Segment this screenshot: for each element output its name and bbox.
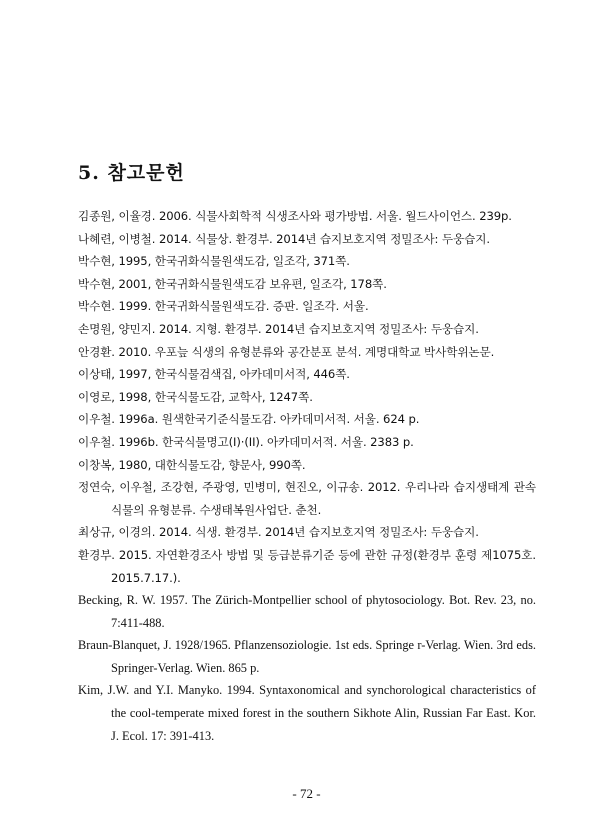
reference-item: 안경환. 2010. 우포늪 식생의 유형분류와 공간분포 분석. 계명대학교 박사학위논문. [78,344,495,359]
reference-item: 환경부. 2015. 자연환경조사 방법 및 등급분류기준 등에 관한 규정(환경부 훈령 제1075호. 2015.7.17.). [78,547,536,585]
reference-item: 정연숙, 이우철, 조강현, 주광영, 민병미, 현진오, 이규송. 2012. 우리나라 습지생태계 관속식물의 유형분류. 수생태복원사업단. 춘천. [78,480,536,517]
reference-item: Kim, J.W. and Y.I. Manyko. 1994. Syntaxonomical and synchorological characteristics of the cool-temperate mixed forest in the southern Sikhote Alin, Russian Far East. Kor. J. Ecol. 17: 391-413. [78,683,536,743]
reference-item: 나혜련, 이병철. 2014. 식물상. 환경부. 2014년 습지보호지역 정밀조사: 두웅습지. [78,231,490,246]
reference-item: 이영로, 1998, 한국식물도감, 교학사, 1247쪽. [78,389,313,404]
reference-item: 박수현, 1995, 한국귀화식물원색도감, 일조각, 371쪽. [78,254,350,269]
reference-list [78,205,536,747]
reference-item: 김종원, 이율경. 2006. 식물사회학적 식생조사와 평가방법. 서울. 월드사이언스. 239p. [78,209,512,223]
reference-item: Becking, R. W. 1957. The Zürich-Montpellier school of phytosociology. Bot. Rev. 23, no. 7:411-488. [78,593,536,630]
reference-item: 이창복, 1980, 대한식물도감, 향문사, 990쪽. [78,457,306,472]
reference-item: 이우철. 1996b. 한국식물명고(I)·(II). 아카데미서적. 서울. 2383 p. [78,434,414,449]
reference-item: 이상태, 1997, 한국식물검색집, 아카데미서적, 446쪽. [78,367,350,382]
reference-item: 손명원, 양민지. 2014. 지형. 환경부. 2014년 습지보호지역 정밀조사: 두웅습지. [78,321,479,336]
reference-item: 박수현. 1999. 한국귀화식물원색도감. 증판. 일조각. 서울. [78,299,369,314]
reference-item: 박수현, 2001, 한국귀화식물원색도감 보유편, 일조각, 178쪽. [78,276,387,291]
section-title: 5. 참고문헌 [78,162,185,184]
reference-item: 이우철. 1996a. 원색한국기준식물도감. 아카데미서적. 서울. 624 p. [78,412,420,427]
reference-item: 최상규, 이경의. 2014. 식생. 환경부. 2014년 습지보호지역 정밀조사: 두웅습지. [78,525,479,540]
page-number: - 72 - [292,786,321,801]
reference-item: Braun-Blanquet, J. 1928/1965. Pflanzensoziologie. 1st eds. Springe r-Verlag. Wien. 3rd eds. Springer-Verlag. Wien. 865 p. [78,638,536,675]
